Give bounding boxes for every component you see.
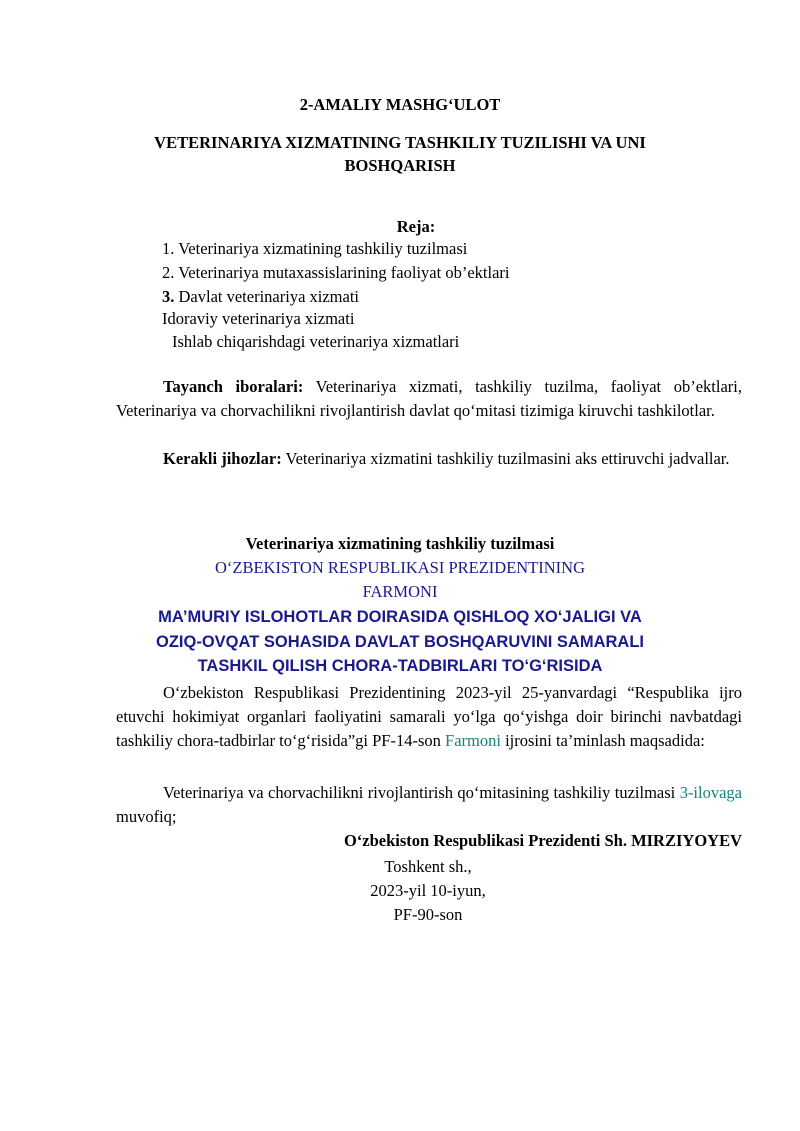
plan-item-4: Idoraviy veterinariya xizmati: [162, 309, 355, 328]
keywords-text: Veterinariya xizmati, tashkiliy tuzilma, faoliyat ob’ektlari, Veterinariya va chorvachilikni rivojlantirish davlat qo‘mitasi tizimiga kiruvchi tashkilotlar.: [116, 377, 742, 420]
keywords-paragraph: [116, 375, 742, 423]
plan-item-3-number: 3.: [162, 287, 175, 306]
decree-title-line2: OZIQ-OVQAT SOHASIDA DAVLAT BOSHQARUVINI SAMARALI: [156, 633, 644, 651]
decree-paragraph-1: [116, 681, 742, 753]
plan-heading: Reja:: [396, 217, 436, 236]
decree-paragraph-2: [116, 781, 742, 829]
decree-paragraph-2-text: Veterinariya va chorvachilikni rivojlantirish qo‘mitasining tashkiliy tuzilmasi: [163, 783, 680, 802]
signature-date: 2023-yil 10-iyun,: [370, 881, 486, 900]
plan-item-3-text: Davlat veterinariya xizmati: [174, 287, 360, 306]
decree-title-line3: TASHKIL QILISH CHORA-TADBIRLARI TO‘G‘RISIDA: [197, 657, 603, 675]
decree-paragraph-1-text: O‘zbekiston Respublikasi Prezidentining 2023-yil 25-yanvardagi “Respublika ijro etuvchi hokimiyat organlari faoliyatini samarali yo‘lga qo‘yishga doir birinchi navbatdagi tashkiliy chora-tadbirlar to‘g‘risida”gi PF-14-son: [116, 683, 742, 750]
plan-item-2: 2. Veterinariya mutaxassislarining faoliyat ob’ektlari: [162, 263, 510, 282]
plan-item-1: 1. Veterinariya xizmatining tashkiliy tuzilmasi: [162, 239, 468, 258]
signer-line: O‘zbekiston Respublikasi Prezidenti Sh. MIRZIYOYEV: [343, 831, 742, 850]
section-title: Veterinariya xizmatining tashkiliy tuzilmasi: [245, 534, 555, 553]
appendix-3-link[interactable]: 3-ilovaga: [679, 783, 742, 802]
farmoni-link[interactable]: Farmoni: [445, 731, 501, 750]
signature-place: Toshkent sh.,: [384, 857, 472, 876]
page-title-line2: BOSHQARISH: [344, 156, 456, 175]
equipment-label: Kerakli jihozlar:: [163, 449, 282, 468]
practical-lesson-label: 2-AMALIY MASHG‘ULOT: [299, 95, 501, 114]
issuer-line2: FARMONI: [362, 582, 438, 601]
plan-item-5: Ishlab chiqarishdagi veterinariya xizmatlari: [172, 332, 460, 351]
page-title-line1: VETERINARIYA XIZMATINING TASHKILIY TUZILISHI VA UNI: [154, 133, 646, 152]
issuer-line1: O‘ZBEKISTON RESPUBLIKASI PREZIDENTINING: [214, 558, 586, 577]
equipment-text: Veterinariya xizmatini tashkiliy tuzilmasini aks ettiruvchi jadvallar.: [281, 449, 730, 468]
decree-paragraph-1-end: ijrosini ta’minlash maqsadida:: [500, 731, 705, 750]
signature-number: PF-90-son: [393, 905, 463, 924]
decree-paragraph-2-end: muvofiq;: [116, 807, 177, 826]
equipment-paragraph: [116, 447, 742, 471]
keywords-label: Tayanch iboralari:: [163, 377, 304, 396]
decree-title-line1: MA’MURIY ISLOHOTLAR DOIRASIDA QISHLOQ XO‘JALIGI VA: [158, 608, 642, 626]
plan-item-3: [162, 286, 359, 308]
